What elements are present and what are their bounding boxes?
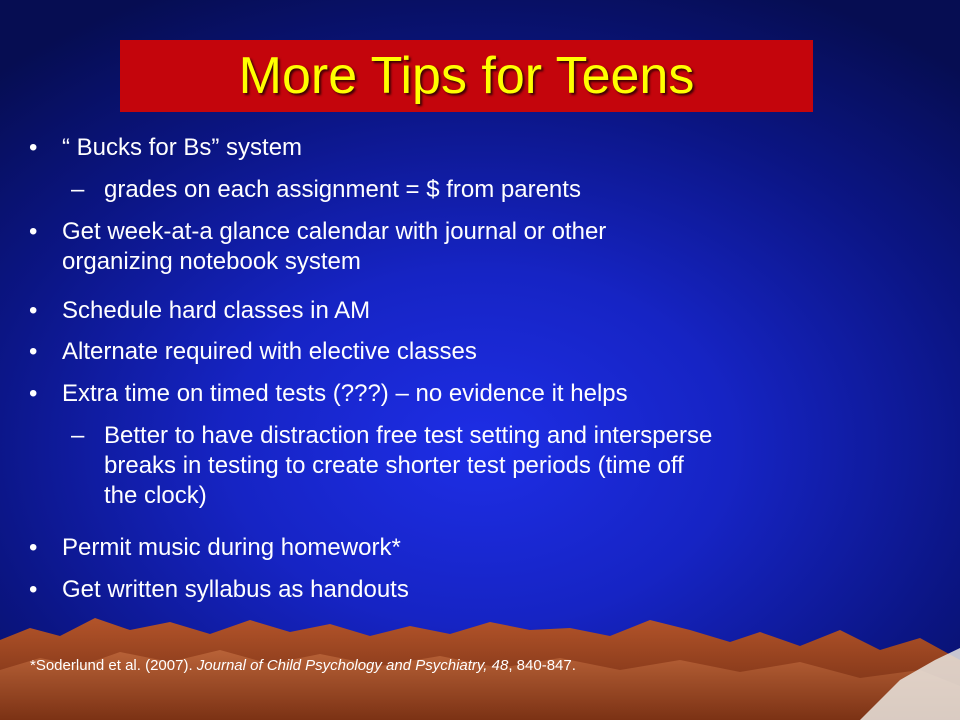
sub-bullet-item (71, 421, 713, 511)
bullet-text-line: “ Bucks for Bs” system (62, 134, 303, 161)
bullet-text-line: Get written syllabus as handouts (62, 576, 409, 603)
bullet-item (29, 379, 628, 409)
bullet-text-line: Permit music during homework* (62, 534, 401, 561)
bullet-marker: • (29, 534, 38, 561)
bullet-text-line: grades on each assignment = $ from parents (104, 176, 581, 203)
bullet-text-line: Better to have distraction free test setting and intersperse (104, 422, 713, 449)
bullet-marker: • (29, 576, 38, 603)
bullet-item (29, 133, 303, 163)
bullet-text-line: the clock) (104, 482, 207, 509)
title-bar (120, 40, 813, 112)
bullet-text-line: Alternate required with elective classes (62, 338, 477, 365)
footnote-journal: Journal of Child Psychology and Psychiatry, 48 (196, 657, 509, 674)
bullet-marker: • (29, 380, 38, 407)
footnote-citation: *Soderlund et al. (2007). (30, 657, 197, 674)
bullet-item (29, 533, 401, 563)
bullet-marker: • (29, 218, 38, 245)
bullet-item (29, 217, 607, 277)
bullet-item (29, 296, 371, 326)
bullet-marker: • (29, 134, 38, 161)
bullet-text-line: breaks in testing to create shorter test periods (time off (104, 452, 684, 479)
dash-marker: – (71, 422, 85, 449)
bullet-item (29, 575, 409, 605)
slide-title: More Tips for Teens (238, 47, 695, 105)
footnote (30, 657, 576, 675)
bullet-marker: • (29, 338, 38, 365)
bullet-marker: • (29, 297, 38, 324)
sub-bullet-item (71, 175, 581, 205)
bullet-text-line: organizing notebook system (62, 248, 361, 275)
bullet-text-line: Get week-at-a glance calendar with journal or other (62, 218, 607, 245)
bullet-item (29, 337, 477, 367)
bullet-text-line: Schedule hard classes in AM (62, 297, 371, 324)
bullet-text-line: Extra time on timed tests (???) – no evidence it helps (62, 380, 628, 407)
footnote-pages: , 840-847. (508, 657, 576, 674)
dash-marker: – (71, 176, 85, 203)
